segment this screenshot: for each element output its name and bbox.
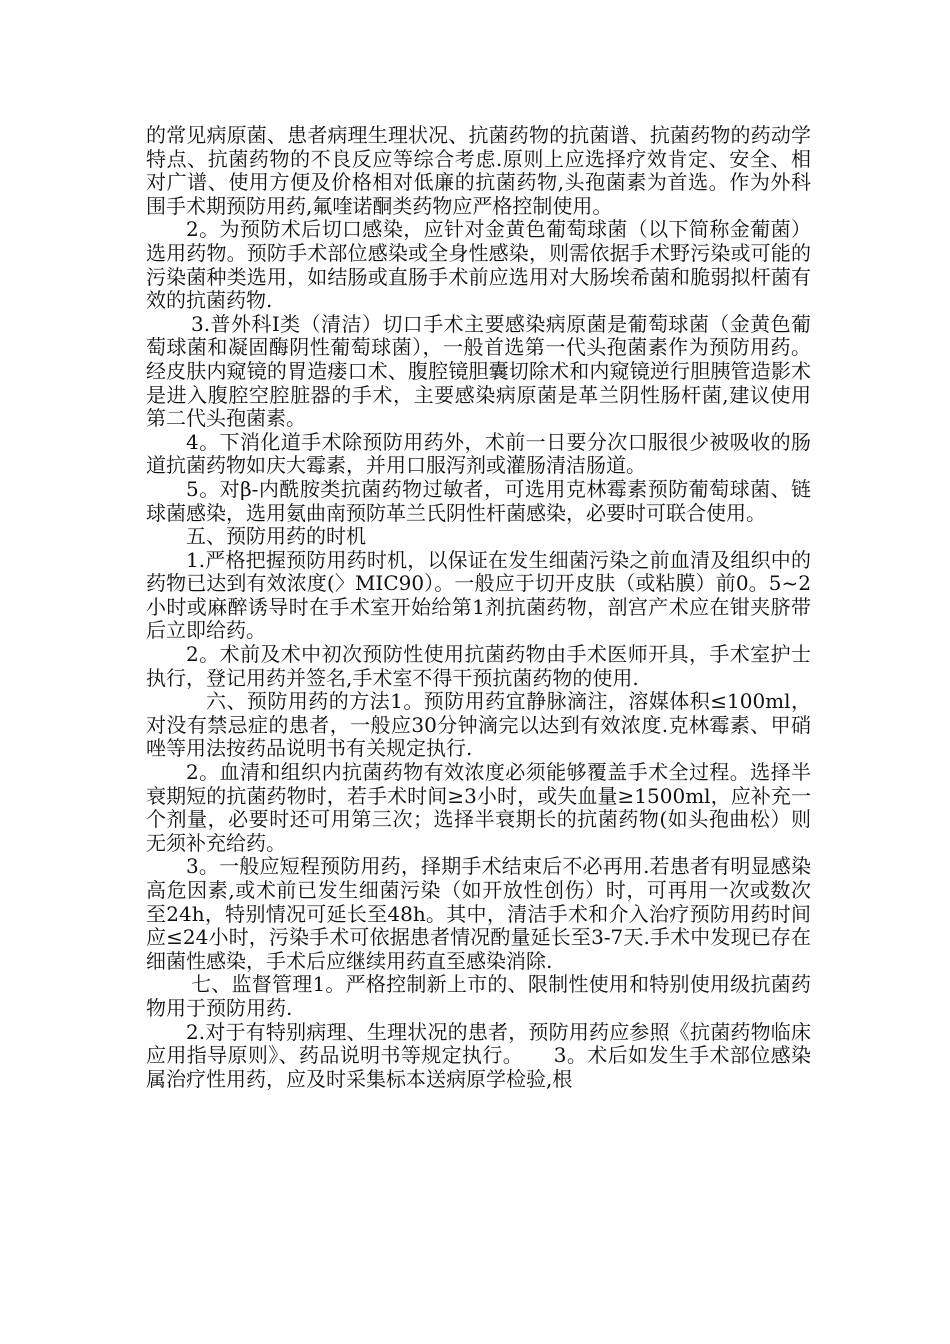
paragraph-item-4-lower-digestive: 4。下消化道手术除预防用药外，术前一日要分次口服很少被吸收的肠道抗菌药物如庆大霉素，并用口服泻剂或灌肠清洁肠道。	[146, 429, 811, 478]
paragraph-antibiotic-selection: 的常见病原菌、患者病理生理状况、抗菌药物的抗菌谱、抗菌药物的药动学特点、抗菌药物的不良反应等综合考虑.原则上应选择疗效肯定、安全、相对广谱、使用方便及价格相对低廉的抗菌药物,头孢菌素为首选。作为外科围手术期预防用药,氟喹诺酮类药物应严格控制使用。	[146, 123, 811, 218]
paragraph-method-2: 2。血清和组织内抗菌药物有效浓度必须能够覆盖手术全过程。选择半衰期短的抗菌药物时，若手术时间≥3小时，或失血量≥1500ml，应补充一个剂量，必要时还可用第三次；选择半衰期长的抗菌药物(如头孢曲松）则无须补充给药。	[146, 760, 811, 855]
section-heading-timing: 五、预防用药的时机	[186, 524, 366, 549]
section-heading-method: 六、预防用药的方法1。预防用药宜静脉滴注，溶媒体积≤100ml，对没有禁忌症的患者，一般应30分钟滴完以达到有效浓度.克林霉素、甲硝唑等用法按药品说明书有关规定执行.	[146, 689, 811, 761]
paragraph-timing-2: 2。术前及术中初次预防性使用抗菌药物由手术医师开具，手术室护士执行，登记用药并签名,手术室不得干预抗菌药物的使用.	[146, 642, 811, 690]
paragraph-item-3-general-surgery: 3.普外科Ⅰ类（清洁）切口手术主要感染病原菌是葡萄球菌（金黄色葡萄球菌和凝固酶阴性葡萄球菌），一般首选第一代头孢菌素作为预防用药。经皮肤内窥镜的胃造瘘口术、腹腔镜胆囊切除术和内窥镜逆行胆胰管造影术是进入腹腔空腔脏器的手术，主要感染病原菌是革兰阴性肠杆菌,建议使用第二代头孢菌素。	[146, 311, 811, 431]
section-heading-supervision: 七、监督管理1。严格控制新上市的、限制性使用和特别使用级抗菌药物用于预防用药.	[146, 972, 811, 1020]
paragraph-method-3: 3。一般应短程预防用药，择期手术结束后不必再用.若患者有明显感染高危因素,或术前已发生细菌污染（如开放性创伤）时，可再用一次或数次至24h，特别情况可延长至48h。其中，清洁手术和介入治疗预防用药时间应≤24小时，污染手术可依据患者情况酌量延长至3-7天.手术中发现已存在细菌性感染，手术后应继续用药直至感染消除.	[146, 854, 811, 973]
document-body	[146, 124, 811, 1091]
paragraph-item-2-incision-infection: 2。为预防术后切口感染，应针对金黄色葡萄球菌（以下简称金葡菌）选用药物。预防手术部位感染或全身性感染，则需依据手术野污染或可能的污染菌种类选用，如结肠或直肠手术前应选用对大肠埃希菌和脆弱拟杆菌有效的抗菌药物.	[146, 217, 811, 313]
paragraph-timing-1: 1.严格把握预防用药时机，以保证在发生细菌污染之前血清及组织中的药物已达到有效浓度(〉MIC90）。一般应于切开皮肤（或粘膜）前0。5~2小时或麻醉诱导时在手术室开始给第1剂抗菌药物，剖宫产术应在钳夹脐带后立即给药。	[146, 547, 811, 643]
paragraph-supervision-2: 2.对于有特别病理、生理状况的患者，预防用药应参照《抗菌药物临床应用指导原则》、药品说明书等规定执行。 3。术后如发生手术部位感染属治疗性用药，应及时采集标本送病原学检验,根	[146, 1019, 811, 1091]
paragraph-item-5-allergy: 5。对β-内酰胺类抗菌药物过敏者，可选用克林霉素预防葡萄球菌、链球菌感染，选用氨曲南预防革兰氏阴性杆菌感染，必要时可联合使用。	[146, 476, 811, 525]
